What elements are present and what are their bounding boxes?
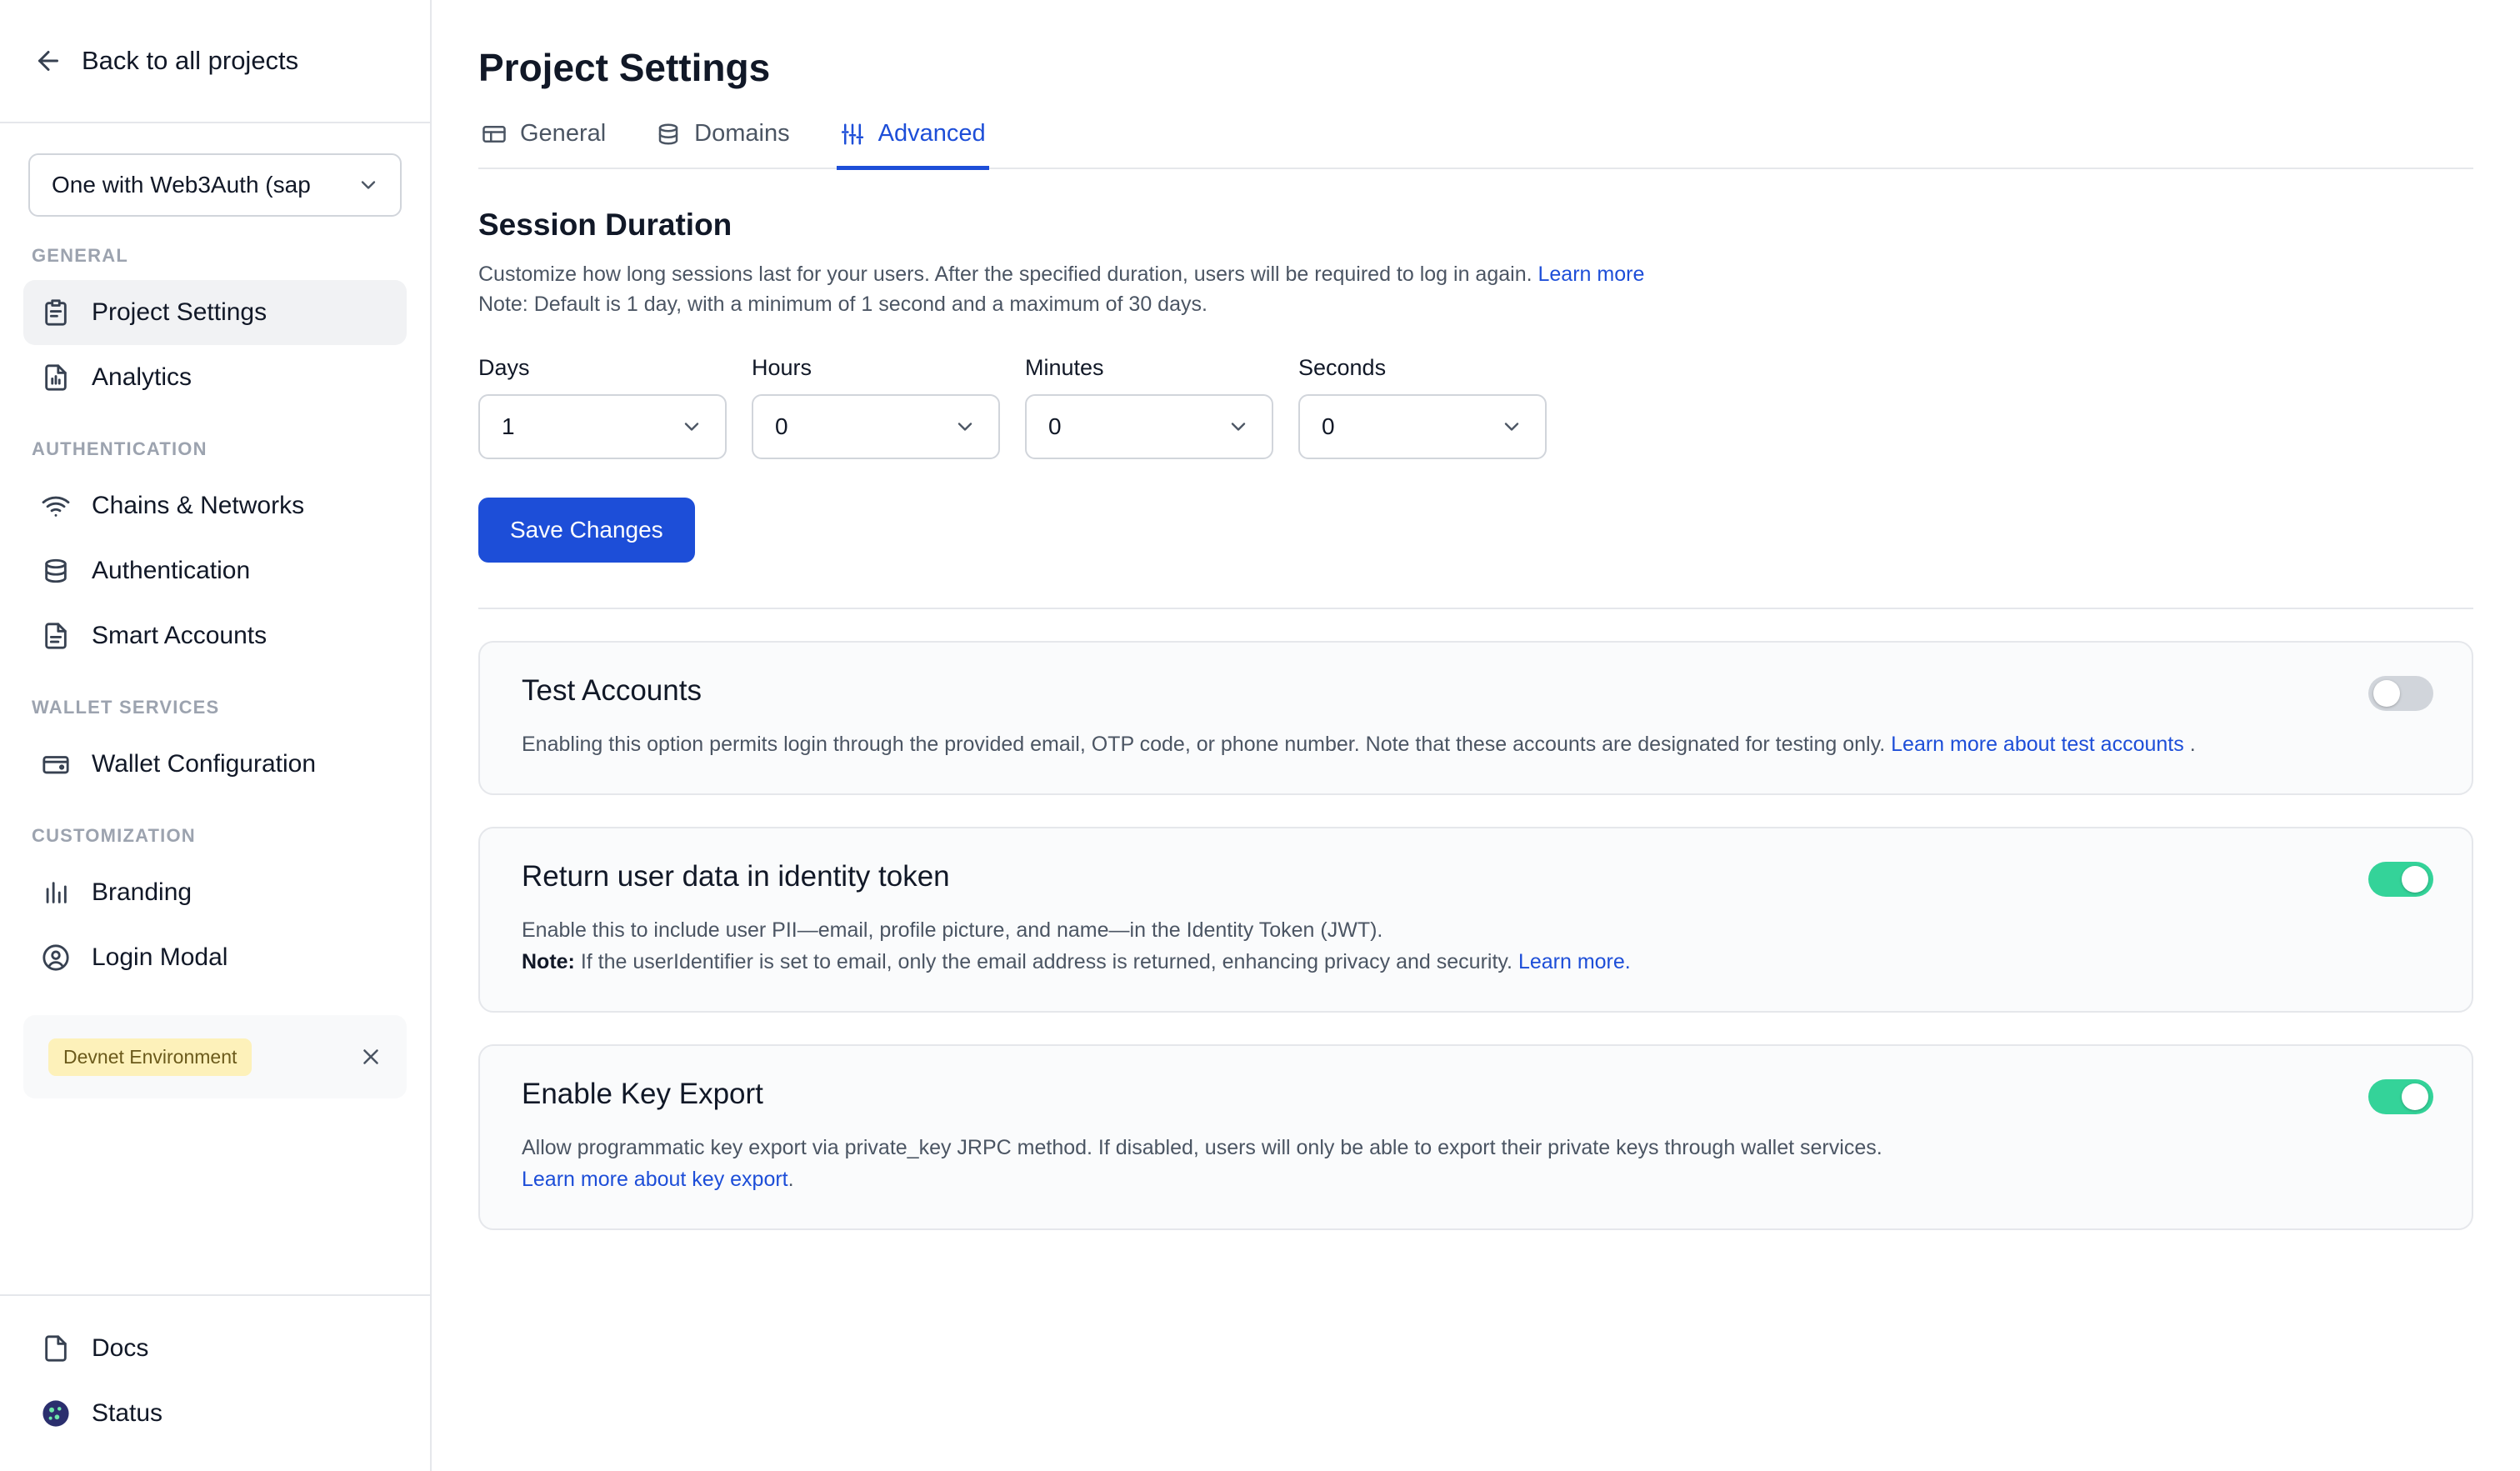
sidebar-item-label: Chains & Networks bbox=[92, 492, 305, 519]
sidebar-item-docs[interactable] bbox=[23, 1316, 407, 1381]
project-selector-wrap bbox=[0, 123, 430, 217]
wallet-icon bbox=[42, 750, 70, 778]
sidebar-item-label: Docs bbox=[92, 1334, 149, 1362]
session-learn-more-link[interactable]: Learn more bbox=[1538, 263, 1645, 286]
minutes-select[interactable] bbox=[1025, 394, 1273, 459]
project-selector-value: One with Web3Auth (sap bbox=[52, 172, 311, 198]
toggle-knob bbox=[2402, 866, 2428, 893]
sidebar-item-label: Branding bbox=[92, 878, 192, 906]
days-select[interactable] bbox=[478, 394, 727, 459]
card-return-user-data bbox=[478, 827, 2473, 1013]
card-title: Test Accounts bbox=[522, 673, 702, 707]
sidebar-item-label: Project Settings bbox=[92, 298, 268, 326]
back-to-projects-button[interactable] bbox=[0, 0, 430, 123]
session-duration-fields bbox=[478, 355, 2473, 459]
sidebar-item-authentication[interactable] bbox=[23, 538, 407, 603]
chevron-down-icon bbox=[680, 415, 703, 438]
card-enable-key-export bbox=[478, 1044, 2473, 1230]
card-description-text: Allow programmatic key export via private_key JRPC method. If disabled, users will only be able to export their private keys through wallet services. bbox=[522, 1136, 1882, 1159]
minutes-field bbox=[1025, 355, 1273, 459]
seconds-select[interactable] bbox=[1298, 394, 1547, 459]
sidebar-item-project-settings[interactable] bbox=[23, 280, 407, 345]
sidebar-item-status[interactable] bbox=[23, 1381, 407, 1446]
session-duration-title: Session Duration bbox=[478, 208, 732, 242]
seconds-field bbox=[1298, 355, 1547, 459]
card-description bbox=[522, 915, 2397, 978]
card-description bbox=[522, 729, 2397, 761]
days-label: Days bbox=[478, 354, 530, 380]
sidebar-section-authentication-label: AUTHENTICATION bbox=[32, 438, 208, 459]
sidebar-bottom bbox=[0, 1294, 430, 1471]
sidebar-item-branding[interactable] bbox=[23, 860, 407, 925]
chevron-down-icon bbox=[953, 415, 977, 438]
card-description-note-label: Note: bbox=[522, 949, 575, 973]
branding-icon bbox=[42, 878, 70, 907]
user-circle-icon bbox=[42, 943, 70, 972]
status-badge: Devnet Environment bbox=[48, 1038, 252, 1076]
session-description-note: Note: Default is 1 day, with a minimum of 1 second and a maximum of 30 days. bbox=[478, 293, 1208, 317]
return-user-data-toggle[interactable] bbox=[2368, 862, 2433, 897]
sidebar-item-login-modal[interactable] bbox=[23, 925, 407, 990]
tab-label: Advanced bbox=[878, 120, 986, 147]
sidebar-item-analytics[interactable] bbox=[23, 345, 407, 410]
wifi-icon bbox=[42, 492, 70, 520]
sidebar-item-chains-networks[interactable] bbox=[23, 473, 407, 538]
clipboard-icon bbox=[42, 298, 70, 327]
tab-general[interactable] bbox=[478, 120, 609, 170]
sidebar-item-label: Authentication bbox=[92, 557, 251, 584]
status-icon bbox=[42, 1399, 70, 1428]
sidebar-section-customization-label: CUSTOMIZATION bbox=[32, 825, 196, 846]
test-accounts-learn-more-link[interactable]: Learn more about test accounts bbox=[1891, 732, 2184, 756]
save-changes-button[interactable]: Save Changes bbox=[478, 498, 695, 563]
card-description-text: Enable this to include user PII—email, profile picture, and name—in the Identity Token (JWT). bbox=[522, 918, 1383, 942]
days-field bbox=[478, 355, 727, 459]
back-to-projects-label: Back to all projects bbox=[82, 46, 299, 75]
project-selector[interactable] bbox=[28, 153, 402, 217]
tab-advanced[interactable] bbox=[837, 120, 989, 170]
toggle-knob bbox=[2373, 680, 2400, 707]
sidebar-item-label: Analytics bbox=[92, 363, 192, 391]
hours-field bbox=[752, 355, 1000, 459]
sidebar-item-smart-accounts[interactable] bbox=[23, 603, 407, 668]
test-accounts-toggle[interactable] bbox=[2368, 676, 2433, 711]
card-test-accounts bbox=[478, 641, 2473, 796]
layers-icon bbox=[42, 557, 70, 585]
section-divider bbox=[478, 608, 2473, 609]
sidebar-item-label: Wallet Configuration bbox=[92, 750, 317, 778]
sliders-icon bbox=[840, 122, 865, 147]
sidebar-item-label: Smart Accounts bbox=[92, 622, 268, 649]
grid-card-icon bbox=[482, 122, 507, 147]
minutes-label: Minutes bbox=[1025, 354, 1104, 380]
minutes-value: 0 bbox=[1048, 413, 1062, 439]
close-icon[interactable] bbox=[358, 1044, 383, 1069]
chart-doc-icon bbox=[42, 363, 70, 392]
card-title: Enable Key Export bbox=[522, 1078, 763, 1110]
toggle-knob bbox=[2402, 1083, 2428, 1110]
hours-select[interactable] bbox=[752, 394, 1000, 459]
card-description-note: If the userIdentifier is set to email, only the email address is returned, enhancing privacy and security. bbox=[574, 949, 1518, 973]
seconds-label: Seconds bbox=[1298, 354, 1387, 380]
tab-domains[interactable] bbox=[652, 120, 792, 170]
chevron-down-icon bbox=[1227, 415, 1250, 438]
document-icon bbox=[42, 1334, 70, 1363]
chevron-down-icon bbox=[1500, 415, 1523, 438]
sidebar-section-general-label: GENERAL bbox=[32, 245, 128, 266]
sidebar-item-label: Login Modal bbox=[92, 943, 228, 971]
session-description-text: Customize how long sessions last for your users. After the specified duration, users will be required to log in again. bbox=[478, 263, 1532, 286]
enable-key-export-toggle[interactable] bbox=[2368, 1079, 2433, 1114]
card-description-tail: . bbox=[788, 1167, 794, 1191]
days-value: 1 bbox=[502, 413, 515, 439]
key-export-learn-more-link[interactable]: Learn more about key export bbox=[522, 1167, 788, 1191]
card-description-text: Enabling this option permits login through the provided email, OTP code, or phone number. Note that these accounts are designated for testing only. bbox=[522, 732, 1886, 756]
arrow-left-icon bbox=[33, 46, 63, 76]
sidebar-section-wallet-services-label: WALLET SERVICES bbox=[32, 697, 220, 718]
stack-icon bbox=[656, 122, 681, 147]
sidebar-item-label: Status bbox=[92, 1399, 163, 1427]
sidebar-item-wallet-configuration[interactable] bbox=[23, 732, 407, 797]
tab-label: General bbox=[520, 120, 607, 147]
chevron-down-icon bbox=[357, 173, 380, 197]
main-content bbox=[432, 0, 2520, 1471]
hours-label: Hours bbox=[752, 354, 812, 380]
sidebar bbox=[0, 0, 432, 1471]
tab-bar bbox=[478, 120, 2473, 169]
page-title: Project Settings bbox=[478, 46, 771, 89]
card-title: Return user data in identity token bbox=[522, 860, 950, 893]
hours-value: 0 bbox=[775, 413, 788, 439]
sidebar-spacer bbox=[0, 1098, 430, 1294]
card-description-tail: . bbox=[2189, 732, 2196, 756]
seconds-value: 0 bbox=[1322, 413, 1335, 439]
document-icon bbox=[42, 622, 70, 650]
devnet-environment-banner bbox=[23, 1015, 407, 1098]
card-description bbox=[522, 1133, 2397, 1195]
session-duration-description bbox=[478, 259, 2473, 320]
tab-label: Domains bbox=[694, 120, 790, 147]
identity-token-learn-more-link[interactable]: Learn more. bbox=[1518, 949, 1631, 973]
